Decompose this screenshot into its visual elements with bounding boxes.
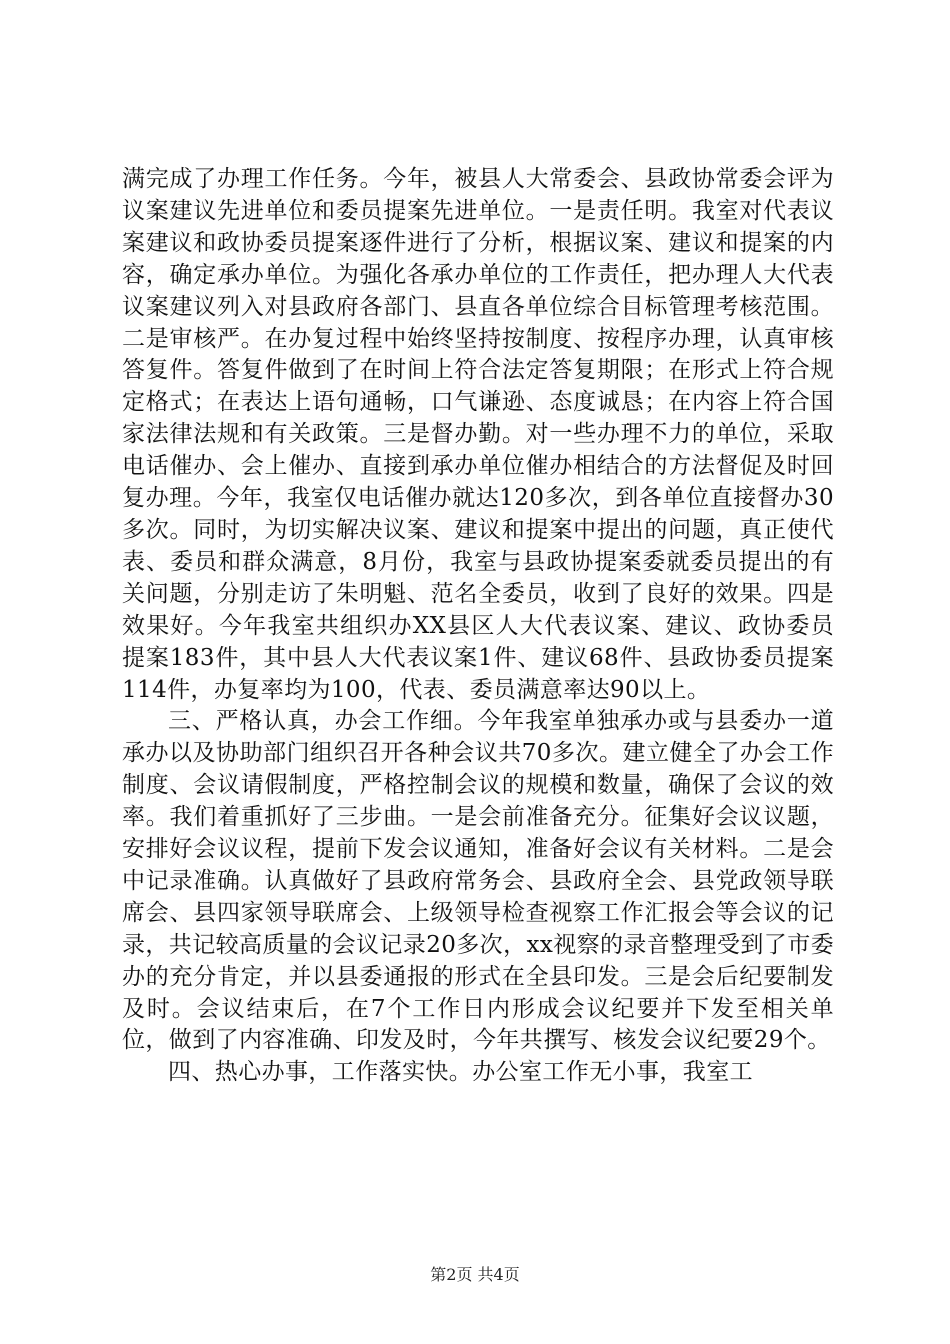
paragraph-section-four: 四、热心办事，工作落实快。办公室工作无小事，我室工 — [168, 1059, 753, 1086]
document-body — [122, 164, 834, 1089]
page-number-footer: 第2页 共4页 — [430, 1265, 520, 1284]
paragraph-section-three: 三、严格认真，办会工作细。今年我室单独承办或与县委办一道承办以及协助部门组织召开各种会议共70多次。建立健全了办会工作制度、会议请假制度，严格控制会议的规模和数量，确保了会议的效率。我们着重抓好了三步曲。一是会前准备充分。征集好会议议题，安排好会议议程，提前下发会议通知，准备好会议有关材料。二是会中记录准确。认真做好了县政府常务会、县政府全会、县党政领导联席会、县四家领导联席会、上级领导检查视察工作汇报会等会议的记录，共记较高质量的会议记录20多次，xx视察的录音整理受到了市委办的充分肯定，并以县委通报的形式在全县印发。三是会后纪要制发及时。会议结束后，在7个工作日内形成会议纪要并下发至相关单位，做到了内容准确、印发及时，今年共撰写、核发会议纪要29个。 — [122, 708, 835, 1054]
paragraph-continued: 满完成了办理工作任务。今年，被县人大常委会、县政协常委会评为议案建议先进单位和委员提案先进单位。一是责任明。我室对代表议案建议和政协委员提案逐件进行了分析，根据议案、建议和提案的内容，确定承办单位。为强化各承办单位的工作责任，把办理人大代表议案建议列入对县政府各部门、县直各单位综合目标管理考核范围。二是审核严。在办复过程中始终坚持按制度、按程序办理，认真审核答复件。答复件做到了在时间上符合法定答复期限；在形式上符合规定格式；在表达上语句通畅，口气谦逊、态度诚恳；在内容上符合国家法律法规和有关政策。三是督办勤。对一些办理不力的单位，采取电话催办、会上催办、直接到承办单位催办相结合的方法督促及时回复办理。今年，我室仅电话催办就达120多次，到各单位直接督办30多次。同时，为切实解决议案、建议和提案中提出的问题，真正使代表、委员和群众满意，8月份，我室与县政协提案委就委员提出的有关问题，分别走访了朱明魁、范名全委员，收到了良好的效果。四是效果好。今年我室共组织办XX县区人大代表议案、建议、政协委员提案183件，其中县人大代表议案1件、建议68件、县政协委员提案114件，办复率均为100，代表、委员满意率达90以上。 — [122, 166, 834, 703]
